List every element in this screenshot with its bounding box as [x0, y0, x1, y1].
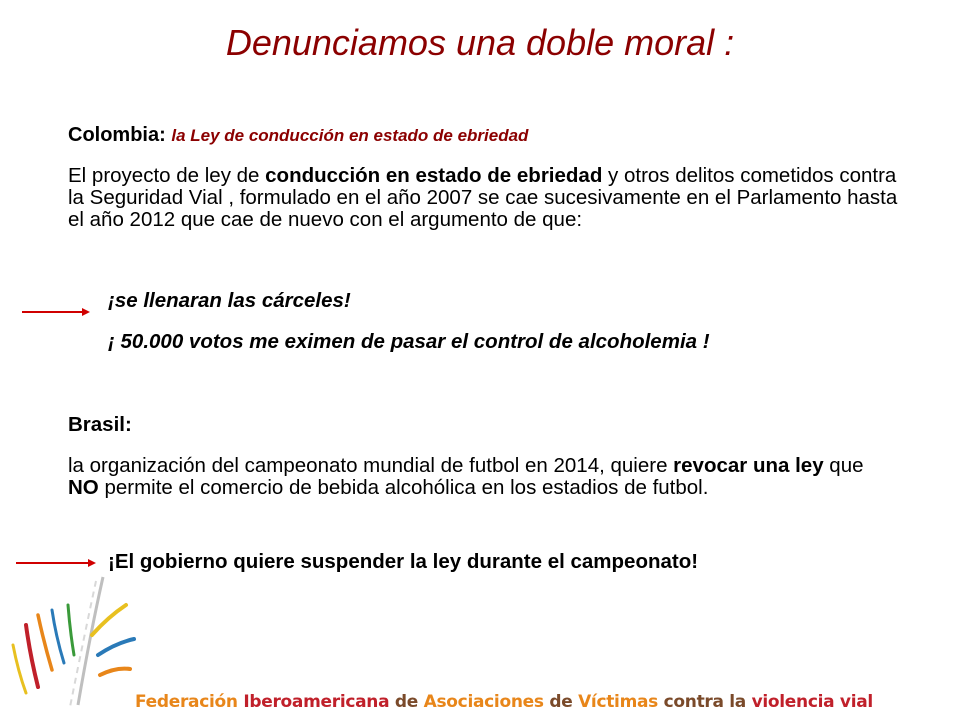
brasil-text-mid: que [823, 454, 864, 477]
colombia-text-bold: conducción en estado de ebriedad [265, 164, 603, 187]
page-title: Denunciamos una doble moral : [225, 22, 735, 63]
colombia-text-post: y otros delitos cometidos contra la Seguridad Vial , formulado en el año 2007 se cae sucesivamente en el Parlamento hasta el año 2012 que cae de nuevo con el argumento de que: [68, 164, 898, 231]
brasil-text-bold1: revocar una ley [673, 454, 824, 477]
footer-word-violencia: violencia vial [751, 692, 873, 712]
quote-carceles: ¡se llenaran las cárceles! [108, 289, 351, 312]
quote-gobierno: ¡El gobierno quiere suspender la ley durante el campeonato! [108, 550, 699, 573]
footer-federation-name [135, 692, 873, 712]
colombia-text-pre: El proyecto de ley de [68, 164, 266, 187]
brasil-label: Brasil: [68, 413, 132, 436]
footer-word-federacion: Federación [135, 692, 238, 712]
brasil-text-post: permite el comercio de bebida alcohólica en los estadios de futbol. [98, 476, 709, 499]
colombia-subtitle: la Ley de conducción en estado de ebriedad [171, 126, 529, 145]
quote-votos: ¡ 50.000 votos me eximen de pasar el control de alcoholemia ! [108, 330, 710, 353]
arrow-icon [20, 305, 92, 319]
colombia-heading [68, 124, 528, 147]
colombia-label: Colombia: [68, 124, 166, 146]
brasil-text-bold2: NO [68, 476, 99, 499]
footer-word-de-2: de [549, 692, 573, 712]
footer-word-de: de [394, 692, 418, 712]
footer-word-victimas: Víctimas [578, 692, 658, 712]
brasil-paragraph [68, 455, 898, 499]
brasil-text-pre: la organización del campeonato mundial de futbol en 2014, quiere [68, 454, 674, 477]
federation-logo-icon [8, 575, 138, 715]
footer-word-iberoamericana: Iberoamericana [243, 692, 390, 712]
arrow-icon [14, 556, 98, 570]
colombia-paragraph [68, 165, 898, 231]
footer-word-contra: contra la [663, 692, 746, 712]
footer-word-asociaciones: Asociaciones [423, 692, 544, 712]
